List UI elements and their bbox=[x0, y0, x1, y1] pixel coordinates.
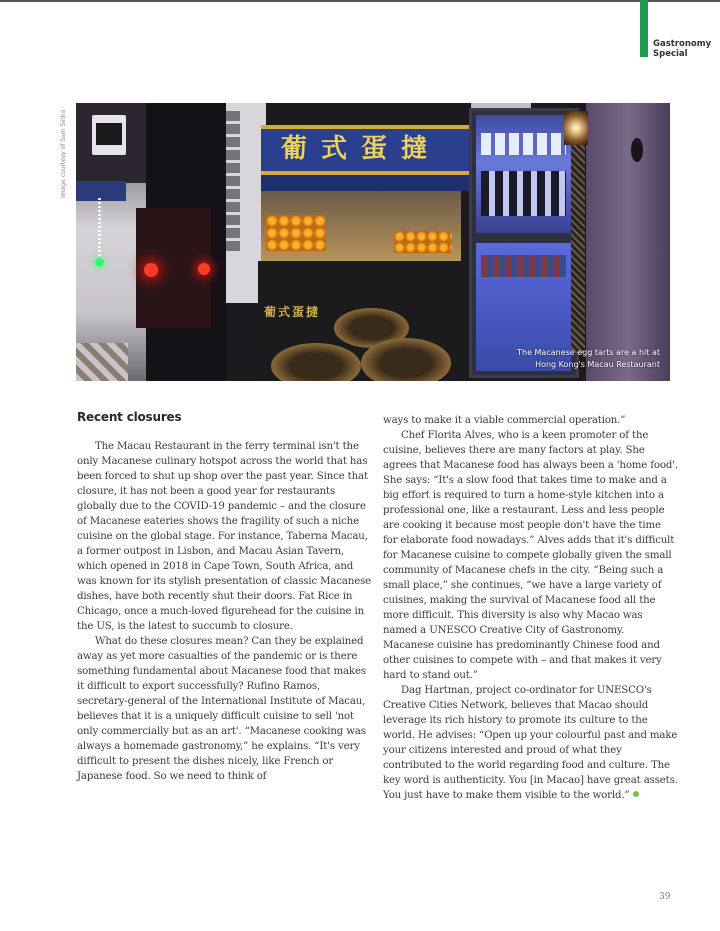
photo-caption-line1: The Macanese egg tarts are a hit at bbox=[517, 348, 660, 357]
photo-green-light bbox=[95, 258, 104, 267]
photo-caption bbox=[517, 347, 660, 371]
photo-lamp-post bbox=[571, 143, 585, 353]
final-paragraph-text: Dag Hartman, project co-ordinator for UNESCO's Creative Cities Network, believes that Macao should leverage its rich history to promote its culture to the world. He advises: “Open up your colourful past and make your citizens interested and proud of what they contributed to the world regarding food and culture. The key word is authenticity. You [in Macao] have great assets. You just have to make them visible to the world.” bbox=[383, 685, 678, 801]
photo-cans bbox=[481, 133, 566, 155]
photo-tart-strip bbox=[76, 181, 126, 201]
body-paragraph-continuation: ways to make it a viable commercial operation.” bbox=[383, 415, 626, 426]
article-column-left bbox=[77, 410, 372, 784]
photo-red-lantern bbox=[198, 263, 210, 275]
page-number: 39 bbox=[659, 892, 671, 902]
photo-cans-lower bbox=[481, 255, 566, 277]
photo-sign-text: 葡式蛋撻 bbox=[281, 134, 442, 164]
photo-red-lantern bbox=[144, 263, 158, 277]
photo-large-tart bbox=[361, 338, 451, 381]
body-paragraph-final bbox=[383, 683, 678, 803]
photo-tart-row bbox=[261, 175, 471, 191]
photo-credit: Image courtesy of Sam Sinha bbox=[60, 109, 67, 198]
photo-counter-text: 葡式蛋撻 bbox=[264, 305, 321, 319]
photo-floor-tile bbox=[76, 343, 128, 381]
photo-lamp bbox=[564, 111, 588, 145]
photo-caption-line2: Hong Kong's Macau Restaurant bbox=[535, 360, 660, 369]
photo-led-strip bbox=[98, 198, 101, 263]
body-paragraph: The Macau Restaurant in the ferry terminal isn't the only Macanese culinary hotspot across the world that has been forced to shut up shop over the past year. Since that closure, it has not been a good year for restaurants globally due to the COVID-19 pandemic – and the closure of Macanese eateries shows the fragility of such a niche cuisine on the global stage. For instance, Taberna Macau, a former outpost in Lisbon, and Macau Asian Tavern, which opened in 2018 in Cape Town, South Africa, and was known for its stylish presentation of classic Macanese dishes, have both recently shut their doors. Fat Rice in Chicago, once a much-loved figurehead for the cuisine in the US, is the latest to succumb to closure. bbox=[77, 441, 372, 632]
photo-clock-face bbox=[96, 123, 122, 145]
body-paragraph: Chef Florita Alves, who is a keen promoter of the cuisine, believes there are many factors at play. She agrees that Macanese food has always been a 'home food'. She says: “It's a slow food that takes time to make and a big effort is required to turn a home-style kitchen into a professional one, like a restaurant. Less and less people are cooking it because most people don't have the time for elaborate food nowadays.” Alves adds that it's difficult for Macanese cuisine to compete globally given the small community of Macanese chefs in the city. “Being such a small place,” she continues, “we have a large variety of cuisines, making the survival of Macanese food all the more difficult. This diversity is also why Macao was named a UNESCO Creative City of Gastronomy. Macanese cuisine has predominantly Chinese food and other cuisines to compete with – and that makes it very hard to stand out.” bbox=[383, 430, 678, 681]
photo-egg-tarts bbox=[266, 215, 326, 251]
section-label-line2: Special bbox=[653, 49, 688, 59]
photo-egg-tarts bbox=[394, 231, 452, 253]
article-photo bbox=[76, 103, 670, 381]
photo-poster-text bbox=[226, 111, 240, 251]
end-of-article-dot-icon bbox=[633, 791, 639, 797]
section-heading: Recent closures bbox=[77, 410, 182, 424]
photo-large-tart bbox=[271, 343, 361, 381]
article-column-right bbox=[383, 413, 678, 803]
top-border-rule bbox=[0, 0, 720, 2]
photo-bottles bbox=[481, 171, 566, 216]
body-paragraph: What do these closures mean? Can they be explained away as yet more casualties of the pandemic or is there something fundamental about Macanese food that makes it difficult to export successfully? Rufino Ramos, secretary-general of the International Institute of Macau, believes that it is a uniquely difficult cuisine to sell 'not only commercially but as an art'. “Macanese cooking was always a homemade gastronomy,” he explains. “It's very difficult to present the dishes nicely, like French or Japanese food. So we need to think of bbox=[77, 636, 366, 782]
photo-sconce bbox=[631, 138, 643, 162]
photo-right-wall bbox=[586, 103, 670, 381]
section-label bbox=[653, 39, 711, 59]
section-accent-bar bbox=[640, 0, 648, 57]
section-label-line1: Gastronomy bbox=[653, 39, 712, 49]
